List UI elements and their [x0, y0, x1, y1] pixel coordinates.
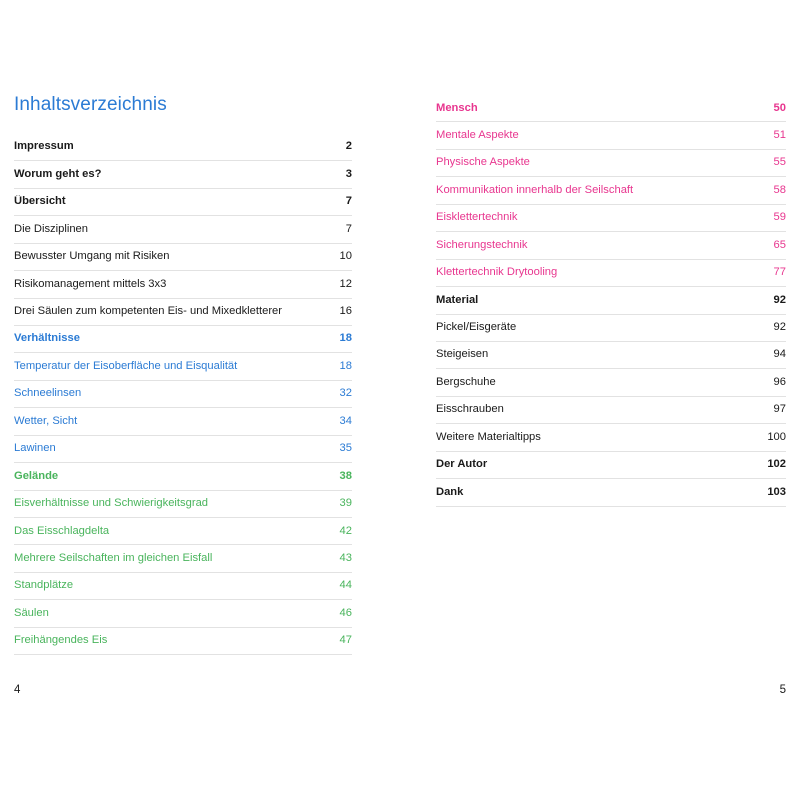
toc-entry[interactable] — [436, 479, 786, 506]
toc-entry[interactable] — [14, 216, 352, 243]
toc-entry-page-number: 44 — [339, 579, 352, 592]
toc-entry[interactable] — [436, 177, 786, 204]
toc-entry-label: Kommunikation innerhalb der Seilschaft — [436, 183, 634, 196]
toc-entry-page-number: 103 — [767, 485, 786, 498]
toc-entry-page-number: 50 — [773, 101, 786, 114]
toc-entry-label: Pickel/Eisgeräte — [436, 321, 517, 333]
folio-number-right: 5 — [779, 684, 786, 696]
toc-entry-page-number: 7 — [345, 195, 352, 208]
toc-entry-label: Standplätze — [14, 579, 74, 592]
toc-entry[interactable] — [14, 134, 352, 161]
toc-entry-page-number: 96 — [773, 375, 786, 388]
toc-entry-label: Eisschrauben — [436, 403, 504, 416]
page-title: Inhaltsverzeichnis — [14, 94, 167, 115]
toc-entry-page-number: 18 — [339, 359, 352, 372]
toc-entry-page-number: 38 — [339, 469, 352, 482]
page-right — [400, 0, 800, 800]
toc-list-right — [436, 95, 786, 507]
toc-entry[interactable] — [436, 95, 786, 122]
toc-entry[interactable] — [436, 122, 786, 149]
toc-entry-page-number: 77 — [773, 266, 786, 279]
toc-entry[interactable] — [14, 161, 352, 188]
toc-entry[interactable] — [14, 408, 352, 435]
toc-entry[interactable] — [436, 397, 786, 424]
toc-entry[interactable] — [436, 287, 786, 314]
toc-entry-label: Steigeisen — [436, 348, 489, 361]
toc-entry-page-number: 92 — [773, 293, 786, 306]
toc-entry-page-number: 65 — [773, 238, 786, 251]
toc-entry[interactable] — [436, 369, 786, 396]
toc-entry-page-number: 94 — [773, 348, 786, 361]
toc-list-left — [14, 134, 352, 655]
toc-entry-label: Sicherungstechnik — [436, 238, 528, 251]
toc-entry[interactable] — [14, 299, 352, 326]
toc-entry-label: Säulen — [14, 606, 49, 619]
toc-entry[interactable] — [14, 353, 352, 380]
toc-entry-label: Wetter, Sicht — [14, 414, 78, 427]
toc-entry[interactable] — [436, 315, 786, 342]
toc-entry-page-number: 10 — [339, 250, 352, 263]
toc-entry-page-number: 34 — [339, 414, 352, 427]
toc-entry[interactable] — [14, 518, 352, 545]
toc-entry-label: Physische Aspekte — [436, 156, 530, 169]
toc-entry[interactable] — [436, 205, 786, 232]
toc-entry-label: Risikomanagement mittels 3x3 — [14, 277, 167, 290]
toc-entry-page-number: 47 — [339, 634, 352, 647]
toc-entry-label: Das Eisschlagdelta — [14, 524, 110, 537]
toc-entry-page-number: 18 — [339, 332, 352, 345]
toc-entry-page-number: 97 — [773, 403, 786, 416]
toc-entry-label: Lawinen — [14, 442, 56, 455]
toc-entry-label: Gelände — [14, 469, 59, 482]
toc-entry-page-number: 2 — [345, 140, 352, 153]
toc-entry[interactable] — [436, 232, 786, 259]
toc-entry[interactable] — [14, 628, 352, 655]
toc-entry-label: Übersicht — [14, 195, 66, 208]
toc-entry-label: Mentale Aspekte — [436, 128, 519, 141]
toc-entry-page-number: 102 — [767, 458, 786, 471]
toc-entry-label: Bergschuhe — [436, 375, 496, 388]
toc-entry-label: Die Disziplinen — [14, 222, 88, 235]
toc-entry[interactable] — [14, 600, 352, 627]
toc-entry-page-number: 55 — [773, 156, 786, 169]
toc-entry-label: Klettertechnik Drytooling — [436, 266, 558, 279]
toc-entry[interactable] — [14, 545, 352, 572]
toc-entry[interactable] — [14, 271, 352, 298]
toc-entry[interactable] — [14, 436, 352, 463]
toc-entry[interactable] — [14, 326, 352, 353]
toc-entry[interactable] — [436, 150, 786, 177]
toc-entry-page-number: 58 — [773, 183, 786, 196]
toc-entry-page-number: 43 — [339, 551, 352, 564]
toc-entry-label: Bewusster Umgang mit Risiken — [14, 250, 170, 263]
toc-entry-page-number: 16 — [339, 305, 352, 318]
toc-entry[interactable] — [14, 381, 352, 408]
toc-entry-label: Eisverhältnisse und Schwierigkeitsgrad — [14, 497, 209, 510]
toc-entry-page-number: 39 — [339, 497, 352, 510]
toc-entry-label: Material — [436, 293, 479, 306]
toc-entry-label: Mehrere Seilschaften im gleichen Eisfall — [14, 551, 213, 564]
toc-entry-label: Dank — [436, 485, 464, 498]
toc-entry[interactable] — [14, 244, 352, 271]
toc-entry-page-number: 46 — [339, 606, 352, 619]
toc-entry-page-number: 42 — [339, 524, 352, 537]
toc-entry[interactable] — [14, 463, 352, 490]
toc-entry-label: Impressum — [14, 140, 74, 153]
toc-entry-label: Mensch — [436, 101, 478, 114]
toc-entry-label: Eisklettertechnik — [436, 211, 518, 224]
toc-entry-page-number: 32 — [339, 387, 352, 400]
toc-entry-label: Verhältnisse — [14, 332, 80, 345]
toc-entry-label: Worum geht es? — [14, 167, 102, 180]
toc-entry-label: Freihängendes Eis — [14, 634, 108, 647]
toc-entry-page-number: 59 — [773, 211, 786, 224]
toc-entry[interactable] — [14, 491, 352, 518]
toc-entry-page-number: 35 — [339, 442, 352, 455]
folio-number-left: 4 — [14, 684, 21, 696]
toc-entry-page-number: 92 — [773, 321, 786, 333]
toc-entry[interactable] — [436, 452, 786, 479]
toc-entry-page-number: 12 — [339, 277, 352, 290]
toc-entry-page-number: 3 — [345, 167, 352, 180]
toc-entry-label: Drei Säulen zum kompetenten Eis- und Mixedkletterer — [14, 305, 283, 318]
toc-entry-page-number: 51 — [773, 128, 786, 141]
toc-entry[interactable] — [14, 189, 352, 216]
toc-entry[interactable] — [436, 342, 786, 369]
toc-entry-label: Der Autor — [436, 458, 488, 471]
toc-entry-label: Schneelinsen — [14, 387, 82, 400]
toc-entry-page-number: 7 — [345, 222, 352, 235]
toc-entry-label: Temperatur der Eisoberfläche und Eisqualität — [14, 359, 238, 372]
toc-entry-page-number: 100 — [767, 430, 786, 443]
toc-entry-label: Weitere Materialtipps — [436, 430, 541, 443]
toc-entry[interactable] — [436, 260, 786, 287]
toc-entry[interactable] — [436, 424, 786, 451]
toc-entry[interactable] — [14, 573, 352, 600]
